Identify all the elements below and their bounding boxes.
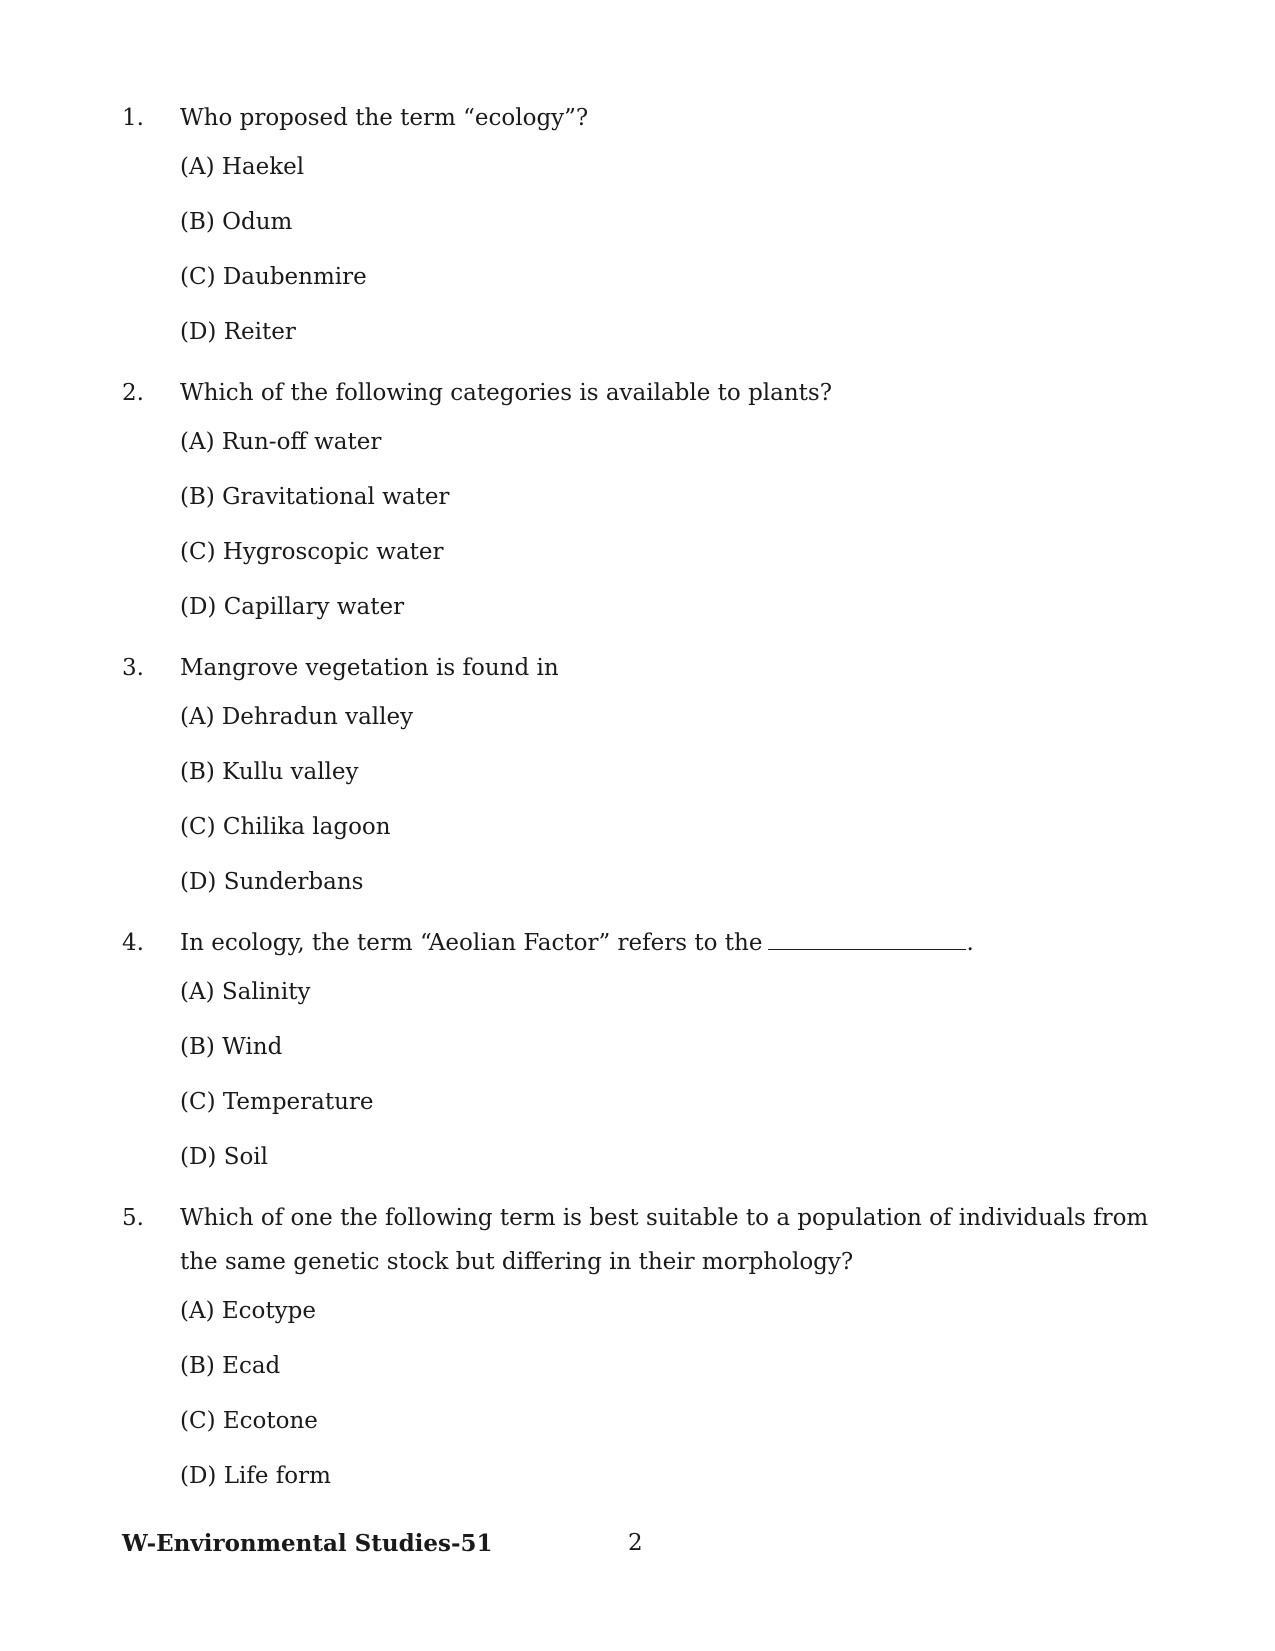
page-number: 2 xyxy=(628,1530,643,1556)
option-d: (D) Soil xyxy=(180,1144,269,1170)
paper-code-footer: W-Environmental Studies-51 xyxy=(122,1530,493,1557)
option-b: (B) Gravitational water xyxy=(180,484,450,510)
question-text: Which of one the following term is best suitable to a population of individuals from the same genetic stock but differing in their morphology? xyxy=(180,1205,1149,1275)
option-a: (A) Dehradun valley xyxy=(180,704,414,730)
question-list xyxy=(122,96,1162,1504)
option-b: (B) Kullu valley xyxy=(180,759,359,785)
option-d: (D) Capillary water xyxy=(180,594,405,620)
question-text: Who proposed the term “ecology”? xyxy=(180,105,589,131)
option-list xyxy=(180,415,1162,635)
question-header xyxy=(122,646,1162,690)
question-number: 1. xyxy=(122,105,144,131)
question-text: In ecology, the term “Aeolian Factor” refers to the xyxy=(180,930,763,956)
option-d: (D) Life form xyxy=(180,1463,331,1489)
question-text-end: . xyxy=(966,930,974,956)
question-2 xyxy=(122,371,1162,635)
option-b: (B) Odum xyxy=(180,209,293,235)
question-5 xyxy=(122,1196,1162,1504)
question-1 xyxy=(122,96,1162,360)
question-number: 5. xyxy=(122,1205,144,1231)
option-list xyxy=(180,1284,1162,1504)
option-d: (D) Sunderbans xyxy=(180,869,364,895)
question-number: 3. xyxy=(122,655,144,681)
option-list xyxy=(180,140,1162,360)
option-c: (C) Ecotone xyxy=(180,1408,318,1434)
option-c: (C) Hygroscopic water xyxy=(180,539,444,565)
question-header xyxy=(122,96,1162,140)
option-c: (C) Chilika lagoon xyxy=(180,814,391,840)
option-a: (A) Haekel xyxy=(180,154,305,180)
question-header xyxy=(122,921,1162,965)
question-3 xyxy=(122,646,1162,910)
question-number: 2. xyxy=(122,380,144,406)
question-text-wrapper xyxy=(180,921,1162,965)
question-4 xyxy=(122,921,1162,1185)
option-c: (C) Temperature xyxy=(180,1089,374,1115)
option-list xyxy=(180,965,1162,1185)
option-a: (A) Ecotype xyxy=(180,1298,316,1324)
option-b: (B) Ecad xyxy=(180,1353,281,1379)
question-text: Which of the following categories is available to plants? xyxy=(180,380,833,406)
question-header xyxy=(122,371,1162,415)
question-text: Mangrove vegetation is found in xyxy=(180,655,559,681)
option-a: (A) Salinity xyxy=(180,979,311,1005)
fill-in-blank xyxy=(768,927,966,950)
option-list xyxy=(180,690,1162,910)
question-number: 4. xyxy=(122,930,144,956)
option-c: (C) Daubenmire xyxy=(180,264,367,290)
option-b: (B) Wind xyxy=(180,1034,283,1060)
option-a: (A) Run-off water xyxy=(180,429,382,455)
option-d: (D) Reiter xyxy=(180,319,296,345)
question-header xyxy=(122,1196,1162,1284)
